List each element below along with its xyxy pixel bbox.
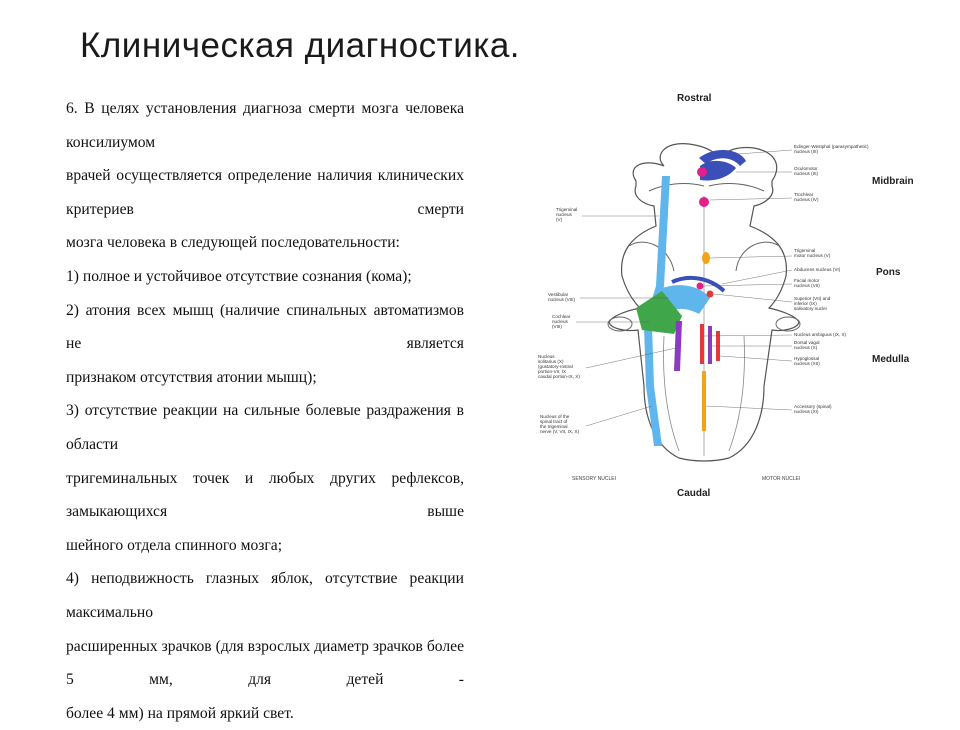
rostral-label: Rostral bbox=[677, 93, 712, 104]
slide-title: Клиническая диагностика. bbox=[80, 26, 521, 65]
trigeminal-motor-nucleus bbox=[702, 252, 710, 264]
medulla-label: Medulla bbox=[872, 354, 910, 365]
text-line: 6. В целях установления диагноза смерти мозга человека консилиумом bbox=[66, 100, 464, 151]
sensory-nuclei-label: SENSORY NUCLEI bbox=[572, 476, 616, 482]
accessory-label: Accessory (spinal) nucleus (XI) bbox=[794, 404, 832, 414]
dorsal-vagal-nucleus bbox=[708, 326, 712, 364]
ambiguus-nucleus bbox=[700, 324, 704, 364]
trochlear-label: Trochlear nucleus (IV) bbox=[794, 192, 819, 202]
midbrain-label: Midbrain bbox=[872, 176, 914, 187]
text-line: 2) атония всех мышц (наличие спинальных автоматизмов не является bbox=[66, 301, 464, 353]
text-line: 4) неподвижность глазных яблок, отсутствие реакции максимально bbox=[66, 570, 464, 621]
edinger-label: Edinger-Westphal (parasympathetic) nucleus (III) bbox=[794, 144, 869, 154]
oculomotor-label: Oculomotor nucleus (III) bbox=[794, 166, 818, 176]
text-line: шейного отдела спинного мозга; bbox=[66, 536, 283, 554]
pons-label: Pons bbox=[876, 267, 901, 278]
motor-nuclei-label: MOTOR NUCLEI bbox=[762, 476, 801, 482]
text-line: тригеминальных точек и любых других рефлексов, замыкающихся выше bbox=[66, 469, 464, 521]
text-line: мозга человека в следующей последовательности: bbox=[66, 234, 400, 252]
brainstem-diagram bbox=[514, 86, 934, 506]
text-line: 1) полное и устойчивое отсутствие сознания (кома); bbox=[66, 267, 412, 285]
salivatory-nucleus bbox=[707, 291, 714, 298]
trochlear-nucleus bbox=[699, 197, 709, 207]
text-line: расширенных зрачков (для взрослых диаметр зрачков более 5 мм, для детей - bbox=[66, 637, 464, 689]
facial-label: Facial motor nucleus (VII) bbox=[794, 278, 820, 288]
hypoglossal-label: Hypoglossal nucleus (XII) bbox=[794, 356, 820, 366]
spinal-tract-label: Nucleus of the spinal tract of the trigeminal nerve (V, VII, IX, X) bbox=[540, 414, 580, 434]
salivatory-label: Superior (VII) and inferior (IX) salivatory nuclei bbox=[794, 296, 831, 311]
ambiguus-label: Nucleus ambiguus (IX, X) bbox=[794, 332, 847, 337]
text-line: признаком отсутствия атонии мышц); bbox=[66, 368, 317, 386]
solitarius-label: Nucleus solitarius (X) (gustatory-rostral portion-VII, IX caudal portion-IX, X) bbox=[538, 354, 580, 379]
trigeminal-label: Trigeminal nucleus (V) bbox=[556, 207, 578, 222]
body-text bbox=[66, 92, 464, 730]
cochlear-label: Cochlear nucleus (VIII) bbox=[552, 314, 571, 329]
accessory-nucleus bbox=[702, 371, 706, 431]
oculomotor-dot bbox=[697, 167, 707, 177]
text-line: 3) отсутствие реакции на сильные болевые раздражения в области bbox=[66, 402, 464, 453]
facial-motor-nucleus bbox=[697, 283, 704, 290]
trigeminal-motor-label: Trigeminal motor nucleus (V) bbox=[794, 248, 831, 258]
caudal-label: Caudal bbox=[677, 488, 711, 499]
dorsal-vagal-label: Dorsal vagal nucleus (X) bbox=[794, 340, 820, 350]
text-line: врачей осуществляется определение наличия клинических критериев смерти bbox=[66, 167, 464, 218]
text-line: более 4 мм) на прямой яркий свет. bbox=[66, 704, 294, 722]
abducens-label: Abducens nucleus (VI) bbox=[794, 267, 841, 272]
vestibular-label: Vestibular nucleus (VIII) bbox=[548, 292, 576, 302]
